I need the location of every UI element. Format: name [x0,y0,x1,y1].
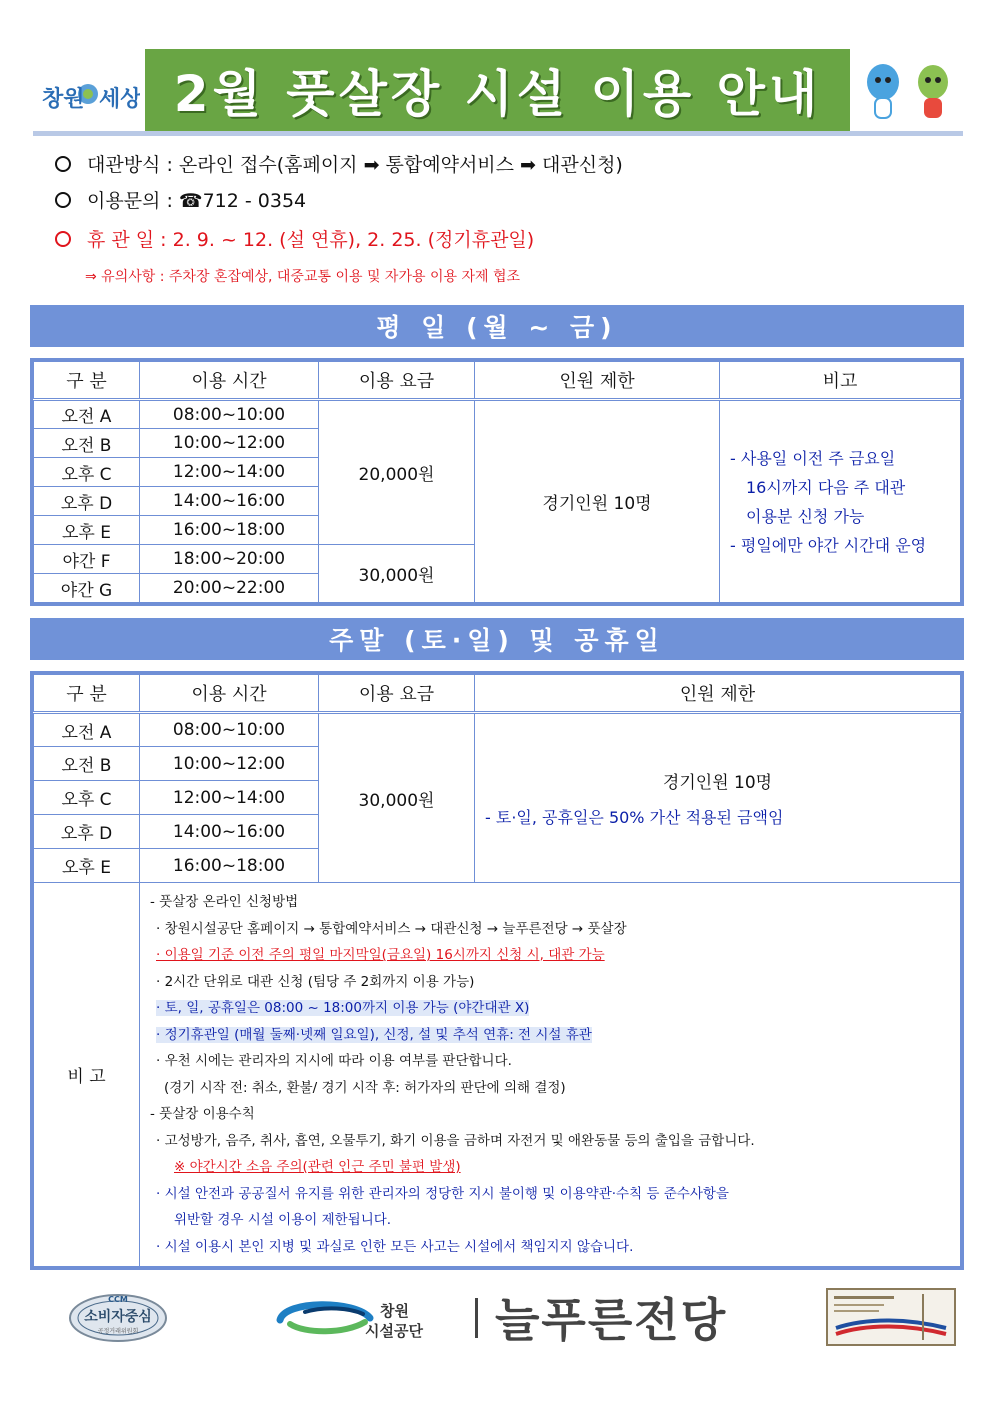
weekday-section-bar: 평 일 (월 ~ 금) [30,305,964,347]
table-row: 오전 A 08:00~10:00 30,000원 경기인원 10명 - 토·일, 공휴일은 50% 가산 적용된 금액임 [34,713,961,747]
table-row: 오후 C 12:00~14:00 [34,781,961,815]
col-header-note: 비고 [720,362,961,400]
table-row: 오후 E 16:00~18:00 [34,516,961,545]
remarks-label: 비 고 [34,883,140,1267]
circle-bullet-icon [55,231,71,247]
svg-text:창원: 창원 [42,87,85,112]
info-closed-days: 휴 관 일 : 2. 9. ~ 12. (설 연휴), 2. 25. (정기휴관일) [55,225,534,252]
limit: 경기인원 10명 [475,400,720,603]
info-note: ⇒ 유의사항 : 주차장 혼잡예상, 대중교통 이용 및 자가용 이용 자제 협조 [85,269,520,285]
remarks-content: - 풋살장 온라인 신청방법 · 창원시설공단 홈페이지 → 통합예약서비스 → 대관신청 → 늘푸른전당 → 풋살장 · 이용일 기준 이전 주의 평일 마지막일(금요일) 16시까지 신청 시, 대관 가능 · 2시간 단위로 대관 신청 (팀당 주 2회까지 이용 가능) · 토, 일, 공휴일은 08:00 ~ 18:00까지 이용 가능 (야간대관 X) · 정기휴관일 (매월 둘째·넷째 일요일), 신정, 설 및 추석 연휴: 전 시설 휴관 · 우천 시에는 관리자의 지시에 따라 이용 여부를 판단합니다. (경기 시작 전: 취소, 환불/ 경기 시작 후: 허가자의 판단에 의해 결정) - 풋살장 이용수칙 · 고성방가, 음주, 취사, 흡연, 오물투기, 화기 이용을 금하며 자전거 및 애완동물 등의 출입을 금합니다. ※ 야간시간 소음 주의(관련 인근 주민 불편 발생) · 시설 안전과 공공질서 유지를 위한 관리자의 정당한 지시 불이행 및 이용약관·수칙 등 준수사항을 위반할 경우 시설 이용이 제한됩니다. · 시설 이용시 본인 지병 및 과실로 인한 모든 사고는 시설에서 책임지지 않습니다. [140,883,961,1267]
remarks-row [34,883,961,1267]
table-row: 야간 F 18:00~20:00 30,000원 [34,545,961,574]
title-underline [33,131,963,136]
certification-badge [826,1288,956,1346]
col-header-limit: 인원 제한 [475,362,720,400]
weekday-table [30,358,964,606]
col-header-time: 이용 시간 [140,675,319,713]
col-header-fee: 이용 요금 [319,675,475,713]
table-row: 오후 E 16:00~18:00 [34,849,961,883]
fee-weekend: 30,000원 [319,713,475,883]
table-row: 오후 D 14:00~16:00 [34,487,961,516]
weekend-section-bar: 주말 (토·일) 및 공휴일 [30,618,964,660]
table-row: 오후 C 12:00~14:00 [34,458,961,487]
page-title: 2월 풋살장 시설 이용 안내 [173,65,822,123]
table-row: 오전 A 08:00~10:00 20,000원 경기인원 10명 - 사용일 이전 주 금요일 16시까지 다음 주 대관 이용분 신청 가능 - 평일에만 야간 시간대 운영 [34,400,961,429]
corp-logo: 창원 시설공단 [265,1290,465,1350]
weekday-notes: - 사용일 이전 주 금요일 16시까지 다음 주 대관 이용분 신청 가능 - 평일에만 야간 시간대 운영 [720,400,961,603]
ccm-logo: CCM 소비자중심 공정거래위원회 [68,1293,168,1343]
weekend-table [30,671,964,1270]
title-banner [145,49,850,131]
changwon-logo [40,58,140,128]
svg-text:세상: 세상 [99,87,140,112]
circle-bullet-icon [55,192,71,208]
col-header-slot: 구 분 [34,675,140,713]
info-inquiry: 이용문의 : ☎712 - 0354 [55,186,306,213]
table-row: 오후 D 14:00~16:00 [34,815,961,849]
weekend-limit: 경기인원 10명 - 토·일, 공휴일은 50% 가산 적용된 금액임 [475,713,961,883]
brand-name: 늘푸른전당 [495,1293,728,1347]
info-rental-method: 대관방식 : 온라인 접수(홈페이지 ➡ 통합예약서비스 ➡ 대관신청) [55,150,623,177]
fee-night: 30,000원 [319,545,475,603]
fee-day: 20,000원 [319,400,475,545]
col-header-limit: 인원 제한 [475,675,961,713]
table-row: 오전 B 10:00~12:00 [34,747,961,781]
table-row: 야간 G 20:00~22:00 [34,574,961,603]
table-row: 오전 B 10:00~12:00 [34,429,961,458]
mascot-icons [858,60,958,126]
col-header-slot: 구 분 [34,362,140,400]
col-header-time: 이용 시간 [140,362,319,400]
col-header-fee: 이용 요금 [319,362,475,400]
footer-divider [475,1298,478,1338]
circle-bullet-icon [55,156,71,172]
